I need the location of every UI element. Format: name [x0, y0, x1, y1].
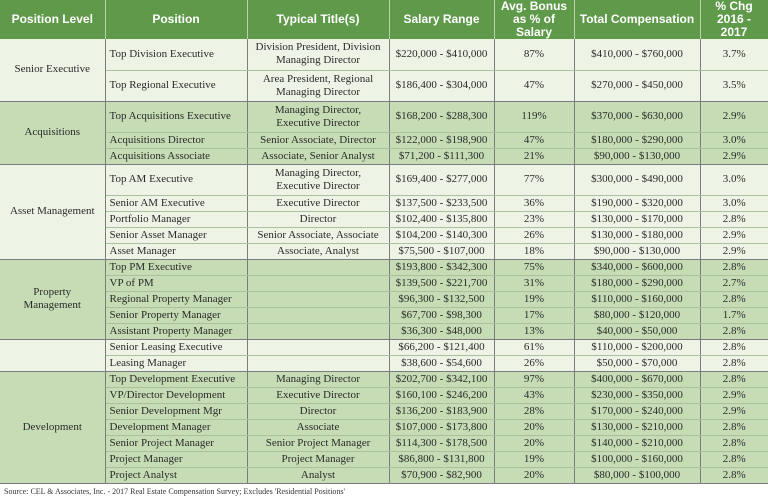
position-cell: Senior Project Manager: [105, 435, 247, 451]
title-cell: Managing Director, Executive Director: [247, 164, 389, 195]
table-row: [0, 307, 768, 323]
total-cell: $180,000 - $290,000: [574, 132, 700, 148]
position-cell: Acquisitions Associate: [105, 148, 247, 164]
position-cell: Leasing Manager: [105, 355, 247, 371]
header-pct-change: % Chg 2016 - 2017: [700, 0, 768, 39]
table-row: [0, 403, 768, 419]
bonus-cell: 20%: [494, 419, 574, 435]
title-cell: [247, 323, 389, 339]
position-cell: Project Manager: [105, 451, 247, 467]
table-row: [0, 451, 768, 467]
title-cell: Director: [247, 211, 389, 227]
total-cell: $270,000 - $450,000: [574, 70, 700, 101]
title-cell: Associate, Senior Analyst: [247, 148, 389, 164]
salary-cell: $71,200 - $111,300: [389, 148, 494, 164]
table-row: [0, 101, 768, 132]
total-cell: $110,000 - $200,000: [574, 339, 700, 355]
salary-cell: $220,000 - $410,000: [389, 39, 494, 70]
table-row: [0, 259, 768, 275]
bonus-cell: 13%: [494, 323, 574, 339]
group-development: [0, 371, 768, 483]
title-cell: Senior Associate, Associate: [247, 227, 389, 243]
position-cell: Acquisitions Director: [105, 132, 247, 148]
title-cell: Executive Director: [247, 195, 389, 211]
title-cell: Director: [247, 403, 389, 419]
salary-cell: $104,200 - $140,300: [389, 227, 494, 243]
change-cell: 2.9%: [700, 387, 768, 403]
position-cell: Asset Manager: [105, 243, 247, 259]
bonus-cell: 75%: [494, 259, 574, 275]
change-cell: 2.9%: [700, 101, 768, 132]
table-row: [0, 148, 768, 164]
salary-cell: $38,600 - $54,600: [389, 355, 494, 371]
total-cell: $80,000 - $120,000: [574, 307, 700, 323]
change-cell: 2.8%: [700, 371, 768, 387]
title-cell: Division President, Division Managing Director: [247, 39, 389, 70]
position-level-cell: [0, 339, 105, 371]
total-cell: $370,000 - $630,000: [574, 101, 700, 132]
salary-cell: $136,200 - $183,900: [389, 403, 494, 419]
title-cell: Project Manager: [247, 451, 389, 467]
group-property-management: [0, 259, 768, 339]
bonus-cell: 47%: [494, 132, 574, 148]
salary-cell: $96,300 - $132,500: [389, 291, 494, 307]
change-cell: 2.8%: [700, 435, 768, 451]
header-position-level: Position Level: [0, 0, 105, 39]
change-cell: 2.9%: [700, 403, 768, 419]
total-cell: $340,000 - $600,000: [574, 259, 700, 275]
table-row: [0, 132, 768, 148]
table-row: [0, 435, 768, 451]
total-cell: $100,000 - $160,000: [574, 451, 700, 467]
position-level-cell: Senior Executive: [0, 39, 105, 101]
change-cell: 2.9%: [700, 148, 768, 164]
change-cell: 2.8%: [700, 211, 768, 227]
change-cell: 3.7%: [700, 39, 768, 70]
title-cell: [247, 355, 389, 371]
position-level-cell: Acquisitions: [0, 101, 105, 164]
group-acquisitions: [0, 101, 768, 164]
position-cell: Senior Development Mgr: [105, 403, 247, 419]
position-cell: Top Acquisitions Executive: [105, 101, 247, 132]
bonus-cell: 26%: [494, 227, 574, 243]
position-cell: VP/Director Development: [105, 387, 247, 403]
title-cell: Senior Associate, Director: [247, 132, 389, 148]
bonus-cell: 19%: [494, 451, 574, 467]
total-cell: $90,000 - $130,000: [574, 148, 700, 164]
salary-cell: $102,400 - $135,800: [389, 211, 494, 227]
title-cell: Managing Director, Executive Director: [247, 101, 389, 132]
salary-cell: $86,800 - $131,800: [389, 451, 494, 467]
change-cell: 1.7%: [700, 307, 768, 323]
change-cell: 3.5%: [700, 70, 768, 101]
title-cell: Senior Project Manager: [247, 435, 389, 451]
title-cell: [247, 275, 389, 291]
change-cell: 3.0%: [700, 164, 768, 195]
position-cell: Top Development Executive: [105, 371, 247, 387]
salary-cell: $137,500 - $233,500: [389, 195, 494, 211]
salary-cell: $169,400 - $277,000: [389, 164, 494, 195]
table-row: [0, 467, 768, 483]
title-cell: [247, 339, 389, 355]
position-level-cell: Property Management: [0, 259, 105, 339]
change-cell: 2.8%: [700, 291, 768, 307]
table-row: [0, 371, 768, 387]
salary-cell: $168,200 - $288,300: [389, 101, 494, 132]
salary-cell: $66,200 - $121,400: [389, 339, 494, 355]
position-cell: Senior Leasing Executive: [105, 339, 247, 355]
title-cell: Analyst: [247, 467, 389, 483]
change-cell: 2.8%: [700, 467, 768, 483]
salary-cell: $75,500 - $107,000: [389, 243, 494, 259]
position-cell: Portfolio Manager: [105, 211, 247, 227]
title-cell: [247, 307, 389, 323]
table-row: [0, 291, 768, 307]
position-cell: Regional Property Manager: [105, 291, 247, 307]
table-row: [0, 195, 768, 211]
change-cell: 3.0%: [700, 195, 768, 211]
table-row: [0, 275, 768, 291]
total-cell: $80,000 - $100,000: [574, 467, 700, 483]
bonus-cell: 20%: [494, 467, 574, 483]
bonus-cell: 61%: [494, 339, 574, 355]
change-cell: 2.7%: [700, 275, 768, 291]
bonus-cell: 47%: [494, 70, 574, 101]
change-cell: 3.0%: [700, 132, 768, 148]
position-cell: Top PM Executive: [105, 259, 247, 275]
header-position: Position: [105, 0, 247, 39]
salary-cell: $36,300 - $48,000: [389, 323, 494, 339]
table-row: [0, 211, 768, 227]
bonus-cell: 20%: [494, 435, 574, 451]
header-avg-bonus: Avg. Bonus as % of Salary: [494, 0, 574, 39]
position-cell: Top Regional Executive: [105, 70, 247, 101]
total-cell: $190,000 - $320,000: [574, 195, 700, 211]
bonus-cell: 19%: [494, 291, 574, 307]
position-cell: VP of PM: [105, 275, 247, 291]
total-cell: $300,000 - $490,000: [574, 164, 700, 195]
salary-cell: $202,700 - $342,100: [389, 371, 494, 387]
salary-cell: $122,000 - $198,900: [389, 132, 494, 148]
salary-cell: $67,700 - $98,300: [389, 307, 494, 323]
table-row: [0, 70, 768, 101]
total-cell: $40,000 - $50,000: [574, 323, 700, 339]
change-cell: 2.9%: [700, 243, 768, 259]
bonus-cell: 36%: [494, 195, 574, 211]
total-cell: $130,000 - $170,000: [574, 211, 700, 227]
group-asset-management: [0, 164, 768, 259]
position-cell: Senior Property Manager: [105, 307, 247, 323]
change-cell: 2.8%: [700, 339, 768, 355]
total-cell: $110,000 - $160,000: [574, 291, 700, 307]
change-cell: 2.8%: [700, 355, 768, 371]
position-level-cell: Development: [0, 371, 105, 483]
total-cell: $90,000 - $130,000: [574, 243, 700, 259]
header-row: [0, 0, 768, 39]
table-row: [0, 39, 768, 70]
group-senior-executive: [0, 39, 768, 101]
bonus-cell: 87%: [494, 39, 574, 70]
bonus-cell: 21%: [494, 148, 574, 164]
bonus-cell: 77%: [494, 164, 574, 195]
salary-cell: $160,100 - $246,200: [389, 387, 494, 403]
table-row: [0, 339, 768, 355]
title-cell: [247, 291, 389, 307]
title-cell: Associate, Analyst: [247, 243, 389, 259]
change-cell: 2.8%: [700, 451, 768, 467]
title-cell: Associate: [247, 419, 389, 435]
bonus-cell: 26%: [494, 355, 574, 371]
table-row: [0, 355, 768, 371]
total-cell: $50,000 - $70,000: [574, 355, 700, 371]
total-cell: $130,000 - $210,000: [574, 419, 700, 435]
position-cell: Development Manager: [105, 419, 247, 435]
header-salary-range: Salary Range: [389, 0, 494, 39]
position-cell: Senior Asset Manager: [105, 227, 247, 243]
bonus-cell: 31%: [494, 275, 574, 291]
bonus-cell: 17%: [494, 307, 574, 323]
salary-cell: $70,900 - $82,900: [389, 467, 494, 483]
total-cell: $130,000 - $180,000: [574, 227, 700, 243]
position-cell: Assistant Property Manager: [105, 323, 247, 339]
total-cell: $180,000 - $290,000: [574, 275, 700, 291]
bonus-cell: 18%: [494, 243, 574, 259]
title-cell: Area President, Regional Managing Director: [247, 70, 389, 101]
total-cell: $400,000 - $670,000: [574, 371, 700, 387]
table-row: [0, 419, 768, 435]
change-cell: 2.9%: [700, 227, 768, 243]
bonus-cell: 28%: [494, 403, 574, 419]
position-cell: Senior AM Executive: [105, 195, 247, 211]
bonus-cell: 23%: [494, 211, 574, 227]
salary-cell: $139,500 - $221,700: [389, 275, 494, 291]
salary-cell: $186,400 - $304,000: [389, 70, 494, 101]
salary-cell: $193,800 - $342,300: [389, 259, 494, 275]
table-row: [0, 387, 768, 403]
change-cell: 2.8%: [700, 419, 768, 435]
salary-cell: $107,000 - $173,800: [389, 419, 494, 435]
change-cell: 2.8%: [700, 323, 768, 339]
total-cell: $410,000 - $760,000: [574, 39, 700, 70]
title-cell: [247, 259, 389, 275]
position-cell: Project Analyst: [105, 467, 247, 483]
title-cell: Managing Director: [247, 371, 389, 387]
total-cell: $230,000 - $350,000: [574, 387, 700, 403]
table-row: [0, 164, 768, 195]
change-cell: 2.8%: [700, 259, 768, 275]
position-cell: Top Division Executive: [105, 39, 247, 70]
bonus-cell: 119%: [494, 101, 574, 132]
position-cell: Top AM Executive: [105, 164, 247, 195]
table-row: [0, 227, 768, 243]
group-leasing: [0, 339, 768, 371]
table-row: [0, 243, 768, 259]
source-note: Source: CEL & Associates, Inc. - 2017 Real Estate Compensation Survey; Excludes 'Residential Positions': [4, 486, 345, 496]
bonus-cell: 97%: [494, 371, 574, 387]
total-cell: $140,000 - $210,000: [574, 435, 700, 451]
salary-cell: $114,300 - $178,500: [389, 435, 494, 451]
title-cell: Executive Director: [247, 387, 389, 403]
position-level-cell: Asset Management: [0, 164, 105, 259]
total-cell: $170,000 - $240,000: [574, 403, 700, 419]
bonus-cell: 43%: [494, 387, 574, 403]
table-row: [0, 323, 768, 339]
header-total-compensation: Total Compensation: [574, 0, 700, 39]
header-typical-titles: Typical Title(s): [247, 0, 389, 39]
